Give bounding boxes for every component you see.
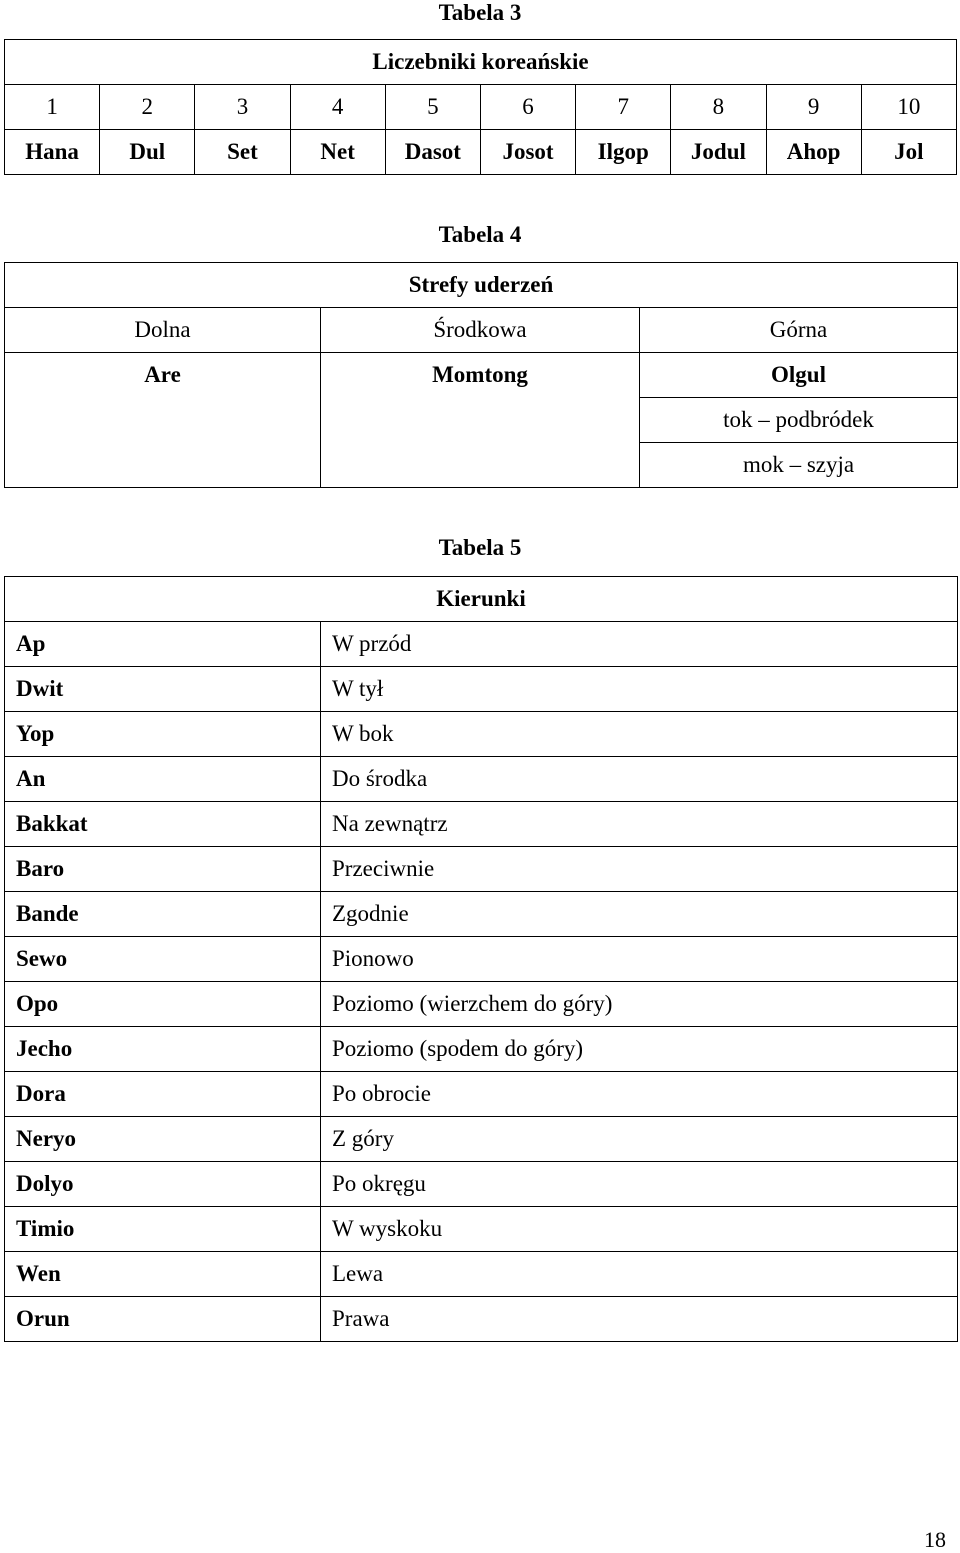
korean-words-row [5, 130, 957, 175]
zone-lower-header: Dolna [5, 308, 321, 353]
direction-meaning: W bok [321, 712, 958, 757]
zone-middle-header: Środkowa [321, 308, 640, 353]
number-cell: 3 [195, 85, 290, 130]
direction-term: Bande [5, 892, 321, 937]
table-row [5, 712, 958, 757]
table4-title: Strefy uderzeń [5, 263, 958, 308]
korean-word-cell: Jodul [671, 130, 766, 175]
number-cell: 5 [385, 85, 480, 130]
table-row [5, 757, 958, 802]
korean-numerals-table [4, 39, 957, 175]
number-cell: 6 [480, 85, 575, 130]
zone-upper-subtarget: mok – szyja [640, 443, 958, 488]
direction-term: Sewo [5, 937, 321, 982]
zone-lower-term: Are [5, 353, 321, 488]
table-row [5, 1297, 958, 1342]
direction-meaning: Po okręgu [321, 1162, 958, 1207]
direction-meaning: Poziomo (wierzchem do góry) [321, 982, 958, 1027]
direction-term: Wen [5, 1252, 321, 1297]
number-cell: 2 [100, 85, 195, 130]
direction-meaning: Przeciwnie [321, 847, 958, 892]
table-row [5, 1027, 958, 1072]
direction-term: Neryo [5, 1117, 321, 1162]
korean-word-cell: Ahop [766, 130, 861, 175]
zone-upper-term: Olgul [640, 353, 958, 398]
direction-term: Dora [5, 1072, 321, 1117]
number-cell: 8 [671, 85, 766, 130]
direction-meaning: Z góry [321, 1117, 958, 1162]
strike-zones-table [4, 262, 958, 488]
table3-title: Liczebniki koreańskie [5, 40, 957, 85]
direction-meaning: Do środka [321, 757, 958, 802]
table-row [5, 847, 958, 892]
direction-meaning: Zgodnie [321, 892, 958, 937]
korean-word-cell: Dul [100, 130, 195, 175]
korean-word-cell: Josot [480, 130, 575, 175]
table5-caption: Tabela 5 [438, 535, 522, 560]
number-cell: 1 [5, 85, 100, 130]
direction-meaning: Lewa [321, 1252, 958, 1297]
direction-term: Ap [5, 622, 321, 667]
direction-meaning: Pionowo [321, 937, 958, 982]
direction-term: Dolyo [5, 1162, 321, 1207]
direction-meaning: Po obrocie [321, 1072, 958, 1117]
table5-title: Kierunki [5, 577, 958, 622]
direction-meaning: W tył [321, 667, 958, 712]
zones-term-row [5, 353, 958, 398]
direction-term: Dwit [5, 667, 321, 712]
direction-term: Opo [5, 982, 321, 1027]
direction-meaning: Prawa [321, 1297, 958, 1342]
direction-term: Jecho [5, 1027, 321, 1072]
table-row [5, 892, 958, 937]
direction-term: Timio [5, 1207, 321, 1252]
table-row [5, 1072, 958, 1117]
direction-meaning: W przód [321, 622, 958, 667]
page-number: 18 [924, 1527, 946, 1552]
direction-meaning: W wyskoku [321, 1207, 958, 1252]
direction-term: Yop [5, 712, 321, 757]
korean-word-cell: Ilgop [576, 130, 671, 175]
zone-upper-subtarget: tok – podbródek [640, 398, 958, 443]
table-row [5, 667, 958, 712]
zones-header-row [5, 308, 958, 353]
number-cell: 7 [576, 85, 671, 130]
direction-term: Baro [5, 847, 321, 892]
table-row [5, 1252, 958, 1297]
direction-meaning: Na zewnątrz [321, 802, 958, 847]
korean-word-cell: Dasot [385, 130, 480, 175]
number-cell: 9 [766, 85, 861, 130]
direction-term: An [5, 757, 321, 802]
korean-word-cell: Net [290, 130, 385, 175]
number-cell: 10 [861, 85, 956, 130]
table3-caption: Tabela 3 [438, 0, 522, 25]
korean-word-cell: Jol [861, 130, 956, 175]
table-row [5, 1207, 958, 1252]
direction-term: Orun [5, 1297, 321, 1342]
direction-meaning: Poziomo (spodem do góry) [321, 1027, 958, 1072]
korean-word-cell: Set [195, 130, 290, 175]
korean-word-cell: Hana [5, 130, 100, 175]
table4-caption: Tabela 4 [438, 222, 522, 247]
direction-term: Bakkat [5, 802, 321, 847]
table-row [5, 1117, 958, 1162]
table-row [5, 982, 958, 1027]
zone-middle-term: Momtong [321, 353, 640, 488]
numbers-row [5, 85, 957, 130]
table-row [5, 937, 958, 982]
table-row [5, 622, 958, 667]
table-row [5, 1162, 958, 1207]
zone-upper-header: Górna [640, 308, 958, 353]
table-row [5, 802, 958, 847]
directions-table [4, 576, 958, 1342]
number-cell: 4 [290, 85, 385, 130]
